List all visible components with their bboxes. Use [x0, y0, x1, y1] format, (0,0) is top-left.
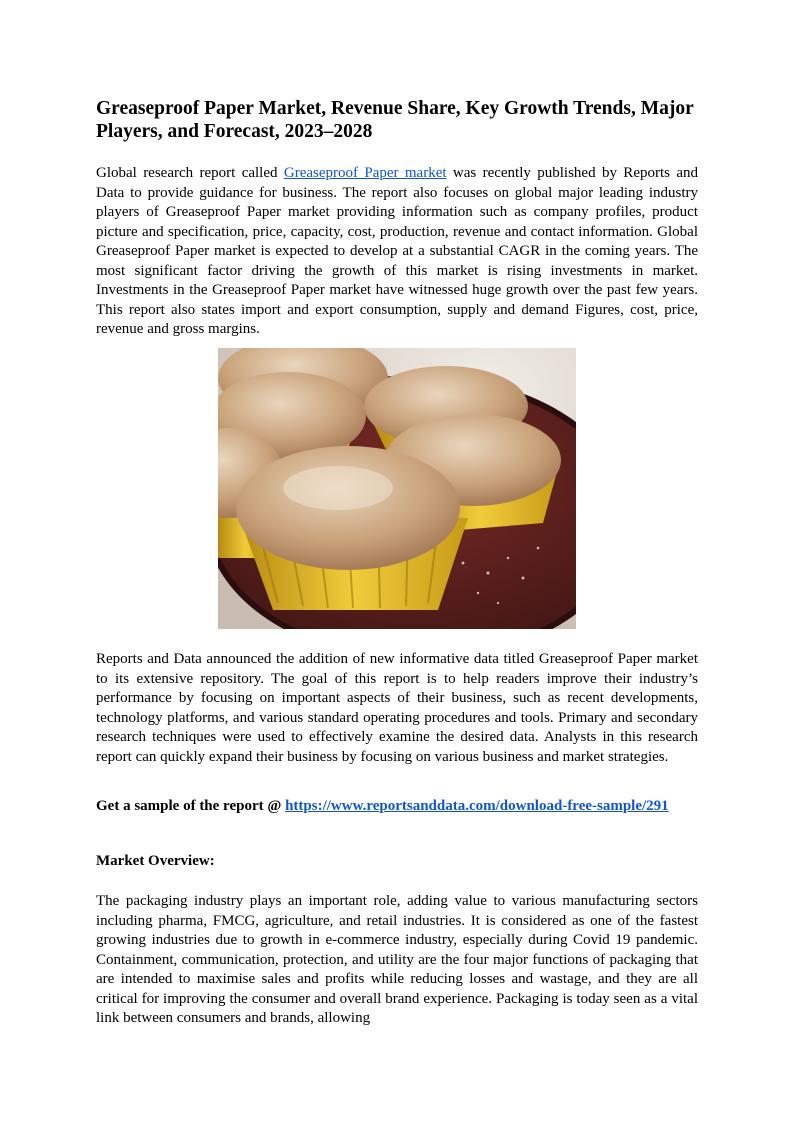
- greaseproof-paper-market-link[interactable]: Greaseproof Paper market: [283, 165, 447, 181]
- muffins-photo: [218, 348, 576, 629]
- sample-request-line: [96, 797, 698, 817]
- intro-text-before-link: Global research report called: [96, 165, 284, 181]
- announcement-paragraph: Reports and Data announced the addition of new informative data titled Greaseproof Paper market to its extensive repository. The goal of this report is to help readers improve their industry’s performance by focusing on important aspects of their business, such as recent developments, technology platforms, and various standard operating procedures and tools. Primary and secondary research techniques were used to effectively examine the desired data. Analysts in this research report can quickly expand their business by focusing on various business and market strategies.: [96, 651, 698, 765]
- muffin-front: [236, 446, 468, 610]
- market-overview-paragraph: The packaging industry plays an important role, adding value to various manufacturing sectors including pharma, FMCG, agriculture, and retail industries. It is considered as one of the fastest growing industries due to growth in e-commerce industry, especially during Covid 19 pandemic. Containment, communication, protection, and utility are the four major functions of packaging that are intended to maximise sales and profits while reducing losses and wastage, and they are all critical for improving the consumer and overall brand experience. Packaging is today seen as a vital link between consumers and brands, allowing: [96, 893, 698, 1026]
- intro-paragraph: [96, 164, 698, 340]
- download-sample-link[interactable]: https://www.reportsanddata.com/download-free-sample/291: [285, 798, 669, 814]
- intro-text-after-link: was recently published by Reports and Data to provide guidance for business. The report also focuses on global major leading industry players of Greaseproof Paper market providing information such as company profiles, product picture and specification, price, capacity, cost, production, revenue and contact information. Global Greaseproof Paper market is expected to develop at a substantial CAGR in the coming years. The most significant factor driving the growth of this market is rising investments in market. Investments in the Greaseproof Paper market have witnessed huge growth over the past few years. This report also states import and export consumption, supply and demand Figures, cost, price, revenue and gross margins.: [96, 165, 698, 337]
- muffins-illustration: [218, 348, 576, 629]
- article-title: Greaseproof Paper Market, Revenue Share, Key Growth Trends, Major Players, and Forecast, 2023–2028: [96, 98, 694, 142]
- market-overview-heading: Market Overview:: [96, 853, 215, 869]
- sample-label: Get a sample of the report @: [96, 798, 286, 814]
